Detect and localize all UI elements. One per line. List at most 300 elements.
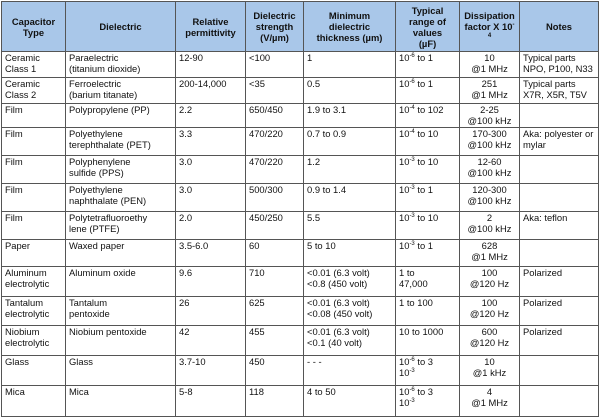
thickness-line: <0.8 (450 volt) xyxy=(307,278,368,290)
header-row xyxy=(2,2,599,52)
cell-dissipation-factor xyxy=(460,212,520,240)
range-exponent: -3 xyxy=(409,241,415,248)
dielectric-line: Polyphenylene xyxy=(69,156,131,168)
cell-dielectric xyxy=(66,355,176,385)
strength-value: <100 xyxy=(249,52,271,63)
table-row xyxy=(2,156,599,184)
dielectric-line: naphthalate (PEN) xyxy=(69,195,147,207)
cell-notes xyxy=(520,212,599,240)
range-exponent: -3 xyxy=(409,367,415,374)
cell-notes xyxy=(520,156,599,184)
dissipation-line: @100 kHz xyxy=(467,139,512,151)
cell-notes xyxy=(520,326,599,355)
strength-value: 118 xyxy=(249,385,264,397)
range-line xyxy=(399,156,456,167)
range-exponent: -6 xyxy=(409,78,415,85)
range-base: 10 xyxy=(399,103,410,115)
strength-value: 455 xyxy=(249,326,265,338)
dissipation-line: 600 xyxy=(481,326,498,338)
cell-relative-permittivity xyxy=(176,326,246,355)
range-exponent: -6 xyxy=(409,386,415,393)
dissipation-line: 4 xyxy=(486,385,493,397)
cell-dissipation-factor xyxy=(460,326,520,355)
range-tail: to 10 xyxy=(414,128,439,140)
cell-dielectric xyxy=(66,297,176,326)
cell-min-thickness xyxy=(304,297,396,326)
dissipation-line: 251 xyxy=(481,77,498,89)
dissipation-line: @1 kHz xyxy=(472,366,507,378)
range-base: 10 xyxy=(399,396,410,408)
table-row xyxy=(2,103,599,128)
cell-dielectric xyxy=(66,212,176,240)
header-dielectric-strength-line: strength xyxy=(255,21,294,32)
header-dissipation-exponent: -4 xyxy=(487,21,515,39)
cell-dielectric xyxy=(66,326,176,355)
cell-typical-range xyxy=(396,240,460,267)
cell-capacitor-type xyxy=(2,355,66,385)
table-row xyxy=(2,128,599,156)
thickness-line: 4 to 50 xyxy=(307,385,336,397)
cell-dielectric-strength xyxy=(246,52,304,78)
cell-dielectric-strength xyxy=(246,267,304,297)
cell-notes xyxy=(520,267,599,297)
cell-relative-permittivity xyxy=(176,240,246,267)
cell-dissipation-factor xyxy=(460,156,520,184)
range-line xyxy=(399,367,456,378)
range-exponent: -6 xyxy=(409,52,415,59)
range-exponent: -3 xyxy=(409,397,415,404)
header-dielectric-text: Dielectric xyxy=(99,21,142,32)
header-typical-range-line: (µF) xyxy=(418,37,437,49)
range-base: 10 xyxy=(399,355,410,367)
range-exponent: -6 xyxy=(409,356,415,363)
cell-relative-permittivity xyxy=(176,297,246,326)
range-exponent: -4 xyxy=(409,129,415,136)
cell-capacitor-type xyxy=(2,128,66,156)
thickness-line: 1.9 to 3.1 xyxy=(307,103,347,115)
cell-min-thickness xyxy=(304,326,396,355)
cell-min-thickness xyxy=(304,128,396,156)
cell-relative-permittivity xyxy=(176,385,246,416)
cell-relative-permittivity xyxy=(176,184,246,212)
cell-dissipation-factor xyxy=(460,297,520,326)
permittivity-value: 2.0 xyxy=(179,212,193,224)
cell-capacitor-type xyxy=(2,52,66,78)
header-min-thickness-line: thickness (µm) xyxy=(316,32,383,43)
cell-dielectric-strength xyxy=(246,212,304,240)
type-line: Film xyxy=(5,103,23,115)
range-tail: to 1 xyxy=(414,77,434,89)
range-tail: 47,000 xyxy=(399,278,428,290)
cell-dissipation-factor xyxy=(460,184,520,212)
notes-line: Polarized xyxy=(523,267,563,279)
type-line: Film xyxy=(5,184,23,196)
dissipation-line: 2 xyxy=(486,212,493,224)
table-row xyxy=(2,240,599,267)
permittivity-value: 9.6 xyxy=(179,267,193,279)
type-line: Glass xyxy=(5,355,29,367)
dielectric-line: pentoxide xyxy=(69,308,110,320)
cell-dielectric-strength xyxy=(246,184,304,212)
dielectric-line: Polyethylene xyxy=(69,184,123,196)
strength-value: 450/250 xyxy=(249,212,283,224)
notes-line: Aka: polyester or xyxy=(523,128,594,140)
dissipation-line: 12-60 xyxy=(477,156,502,168)
cell-dielectric-strength xyxy=(246,385,304,416)
cell-min-thickness xyxy=(304,77,396,103)
cell-capacitor-type xyxy=(2,156,66,184)
dissipation-line: @100 kHz xyxy=(467,114,512,126)
header-dissipation-tail: factor X 10 xyxy=(464,21,513,32)
cell-dielectric-strength xyxy=(246,77,304,103)
dissipation-line: @100 kHz xyxy=(467,195,512,207)
range-base: 10 xyxy=(399,184,410,196)
dissipation-line: 100 xyxy=(481,267,498,279)
cell-capacitor-type xyxy=(2,267,66,297)
type-line: Niobium xyxy=(5,326,40,338)
header-min-thickness xyxy=(304,2,396,52)
cell-min-thickness xyxy=(304,355,396,385)
dissipation-line: 170-300 xyxy=(472,128,507,140)
header-dielectric-strength-line: Dielectric xyxy=(253,10,296,21)
permittivity-value: 200-14,000 xyxy=(179,77,227,89)
strength-value: <35 xyxy=(249,77,265,89)
strength-value: 60 xyxy=(249,240,260,252)
dielectric-line: Polypropylene (PP) xyxy=(69,103,150,115)
cell-notes xyxy=(520,184,599,212)
range-tail: to 3 xyxy=(414,355,434,367)
cell-notes xyxy=(520,103,599,128)
table-row xyxy=(2,212,599,240)
type-line: Paper xyxy=(5,240,31,252)
range-base: 10 xyxy=(399,385,410,397)
thickness-line: 5 to 10 xyxy=(307,240,336,252)
range-line xyxy=(399,386,456,397)
range-base: 10 xyxy=(399,77,410,89)
thickness-line: 5.5 xyxy=(307,212,321,224)
notes-line: Typical parts xyxy=(523,52,576,63)
permittivity-value: 2.2 xyxy=(179,103,193,115)
range-line xyxy=(399,212,456,223)
strength-value: 450 xyxy=(249,355,265,367)
header-dissipation-line: Dissipation xyxy=(464,10,515,21)
thickness-line: - - - xyxy=(307,355,322,367)
cell-capacitor-type xyxy=(2,240,66,267)
strength-value: 470/220 xyxy=(249,156,283,168)
dissipation-line: @100 kHz xyxy=(467,167,512,179)
cell-relative-permittivity xyxy=(176,77,246,103)
range-line xyxy=(399,267,456,278)
range-line xyxy=(399,397,456,408)
header-dielectric-strength-line: (V/µm) xyxy=(260,32,289,43)
type-line: Class 2 xyxy=(5,88,37,100)
cell-capacitor-type xyxy=(2,326,66,355)
cell-notes xyxy=(520,77,599,103)
cell-dielectric-strength xyxy=(246,128,304,156)
dissipation-line: @1 MHz xyxy=(471,63,508,74)
cell-relative-permittivity xyxy=(176,355,246,385)
type-line: Ceramic xyxy=(5,77,40,89)
type-line: electrolytic xyxy=(5,278,50,290)
cell-dielectric xyxy=(66,103,176,128)
cell-typical-range xyxy=(396,212,460,240)
header-dissipation-line xyxy=(463,21,516,43)
range-tail: to 1 xyxy=(414,52,434,63)
dissipation-line: @1 MHz xyxy=(471,88,508,100)
type-line: Film xyxy=(5,128,23,140)
range-line xyxy=(399,184,456,195)
dissipation-line: 10 xyxy=(484,355,495,367)
cell-typical-range xyxy=(396,103,460,128)
permittivity-value: 26 xyxy=(179,297,190,309)
table-row xyxy=(2,385,599,416)
cell-relative-permittivity xyxy=(176,267,246,297)
cell-typical-range xyxy=(396,267,460,297)
range-base: 10 xyxy=(399,212,410,224)
table-row xyxy=(2,267,599,297)
header-capacitor-type xyxy=(2,2,66,52)
cell-capacitor-type xyxy=(2,385,66,416)
dissipation-line: 10 xyxy=(484,52,495,63)
strength-value: 500/300 xyxy=(249,184,283,196)
cell-capacitor-type xyxy=(2,297,66,326)
permittivity-value: 3.7-10 xyxy=(179,355,206,367)
dielectric-line: Paraelectric xyxy=(69,52,119,63)
type-line: Film xyxy=(5,212,23,224)
table-row xyxy=(2,52,599,78)
dielectric-line: Glass xyxy=(69,355,93,367)
thickness-line: <0.01 (6.3 volt) xyxy=(307,326,370,338)
thickness-line: 0.7 to 0.9 xyxy=(307,128,347,140)
header-relative-permittivity-line: permittivity xyxy=(185,26,236,38)
cell-dissipation-factor xyxy=(460,52,520,78)
type-line: Mica xyxy=(5,385,25,397)
thickness-line: 1 xyxy=(307,52,313,63)
range-line xyxy=(399,278,456,289)
cell-dielectric xyxy=(66,77,176,103)
range-tail: 1 to xyxy=(399,267,415,279)
cell-min-thickness xyxy=(304,267,396,297)
cell-dissipation-factor xyxy=(460,128,520,156)
cell-dielectric-strength xyxy=(246,326,304,355)
cell-dielectric xyxy=(66,267,176,297)
range-exponent: -3 xyxy=(409,185,415,192)
range-base: 10 xyxy=(399,366,410,378)
notes-line: X7R, X5R, T5V xyxy=(523,88,587,100)
range-line xyxy=(399,78,456,89)
dissipation-line: 2-25 xyxy=(480,103,499,115)
dielectric-line: Aluminum oxide xyxy=(69,267,136,279)
cell-dissipation-factor xyxy=(460,240,520,267)
cell-dielectric xyxy=(66,184,176,212)
dielectric-line: Polytetrafluoroethy xyxy=(69,212,148,224)
dielectric-line: (barium titanate) xyxy=(69,88,138,100)
notes-line: Polarized xyxy=(523,326,563,338)
cell-min-thickness xyxy=(304,184,396,212)
cell-dissipation-factor xyxy=(460,103,520,128)
cell-typical-range xyxy=(396,77,460,103)
range-tail: to 10 xyxy=(414,156,439,168)
dissipation-line: 120-300 xyxy=(472,184,507,196)
range-exponent: -3 xyxy=(409,157,415,164)
table-row xyxy=(2,184,599,212)
dissipation-line: @120 Hz xyxy=(469,278,510,290)
cell-dielectric-strength xyxy=(246,297,304,326)
range-base: 10 xyxy=(399,240,410,252)
cell-dielectric xyxy=(66,156,176,184)
notes-line: Typical parts xyxy=(523,77,576,89)
type-line: Aluminum xyxy=(5,267,47,279)
dielectric-line: terephthalate (PET) xyxy=(69,139,151,151)
permittivity-value: 12-90 xyxy=(179,52,203,63)
cell-notes xyxy=(520,385,599,416)
cell-min-thickness xyxy=(304,240,396,267)
cell-typical-range xyxy=(396,184,460,212)
type-line: Tantalum xyxy=(5,297,44,309)
capacitor-comparison-table xyxy=(1,1,599,417)
cell-min-thickness xyxy=(304,212,396,240)
cell-min-thickness xyxy=(304,156,396,184)
range-line xyxy=(399,128,456,139)
cell-dissipation-factor xyxy=(460,355,520,385)
cell-relative-permittivity xyxy=(176,103,246,128)
cell-dielectric-strength xyxy=(246,240,304,267)
header-capacitor-type-line: Capacitor xyxy=(11,15,56,27)
cell-min-thickness xyxy=(304,52,396,78)
header-dielectric xyxy=(66,2,176,52)
table-row xyxy=(2,326,599,355)
permittivity-value: 3.3 xyxy=(179,128,193,140)
range-tail: to 1 xyxy=(414,184,434,196)
thickness-line: <0.1 (40 volt) xyxy=(307,337,362,349)
dissipation-line: @120 Hz xyxy=(469,308,510,320)
permittivity-value: 3.5-6.0 xyxy=(179,240,209,252)
cell-dissipation-factor xyxy=(460,385,520,416)
header-capacitor-type-line: Type xyxy=(22,26,45,38)
strength-value: 710 xyxy=(249,267,265,279)
dielectric-line: Tantalum xyxy=(69,297,108,309)
dielectric-line: Mica xyxy=(69,385,89,397)
range-line xyxy=(399,52,456,63)
header-typical-range xyxy=(396,2,460,52)
cell-typical-range xyxy=(396,128,460,156)
range-line xyxy=(399,104,456,115)
type-line: electrolytic xyxy=(5,337,50,349)
range-base: 10 xyxy=(399,52,410,63)
range-line xyxy=(399,240,456,251)
notes-line: Polarized xyxy=(523,297,563,309)
cell-capacitor-type xyxy=(2,212,66,240)
dissipation-line: @1 MHz xyxy=(471,251,508,263)
thickness-line: 0.9 to 1.4 xyxy=(307,184,347,196)
cell-capacitor-type xyxy=(2,77,66,103)
notes-line: NPO, P100, N33 xyxy=(523,63,593,74)
table-row xyxy=(2,77,599,103)
cell-notes xyxy=(520,52,599,78)
range-line xyxy=(399,326,456,337)
thickness-line: 0.5 xyxy=(307,77,321,89)
cell-min-thickness xyxy=(304,385,396,416)
cell-typical-range xyxy=(396,385,460,416)
thickness-line: <0.08 (450 volt) xyxy=(307,308,373,320)
table-body xyxy=(2,52,599,417)
cell-dielectric xyxy=(66,385,176,416)
range-tail: 1 to 100 xyxy=(399,297,433,309)
permittivity-value: 5-8 xyxy=(179,385,193,397)
dielectric-line: Waxed paper xyxy=(69,240,125,252)
dissipation-line: @120 Hz xyxy=(469,337,510,349)
range-exponent: -4 xyxy=(409,104,415,111)
strength-value: 470/220 xyxy=(249,128,283,140)
dissipation-line: 100 xyxy=(481,297,498,309)
cell-dielectric-strength xyxy=(246,103,304,128)
cell-typical-range xyxy=(396,297,460,326)
header-min-thickness-line: dielectric xyxy=(328,21,371,32)
cell-notes xyxy=(520,355,599,385)
range-base: 10 xyxy=(399,128,410,140)
thickness-line: <0.01 (6.3 volt) xyxy=(307,267,370,279)
cell-dielectric xyxy=(66,128,176,156)
cell-dielectric-strength xyxy=(246,355,304,385)
cell-typical-range xyxy=(396,156,460,184)
notes-line: Aka: teflon xyxy=(523,212,568,224)
header-relative-permittivity-line: Relative xyxy=(192,15,229,27)
range-tail: to 1 xyxy=(414,240,434,252)
range-tail: to 3 xyxy=(414,385,434,397)
cell-relative-permittivity xyxy=(176,128,246,156)
cell-typical-range xyxy=(396,355,460,385)
cell-relative-permittivity xyxy=(176,52,246,78)
range-tail: 10 to 1000 xyxy=(399,326,444,338)
range-line xyxy=(399,297,456,308)
permittivity-value: 42 xyxy=(179,326,190,338)
dielectric-line: Polyethylene xyxy=(69,128,123,140)
header-typical-range-line: range of xyxy=(409,15,446,27)
header-dielectric-strength xyxy=(246,2,304,52)
cell-typical-range xyxy=(396,52,460,78)
cell-dissipation-factor xyxy=(460,77,520,103)
header-notes xyxy=(520,2,599,52)
range-line xyxy=(399,356,456,367)
table-row xyxy=(2,355,599,385)
cell-notes xyxy=(520,297,599,326)
cell-notes xyxy=(520,240,599,267)
strength-value: 625 xyxy=(249,297,265,309)
dielectric-line: (titanium dioxide) xyxy=(69,63,141,74)
cell-relative-permittivity xyxy=(176,212,246,240)
cell-capacitor-type xyxy=(2,103,66,128)
range-tail: to 102 xyxy=(414,103,444,115)
cell-notes xyxy=(520,128,599,156)
dielectric-line: Niobium pentoxide xyxy=(69,326,147,338)
dissipation-line: @1 MHz xyxy=(471,396,508,408)
range-exponent: -3 xyxy=(409,213,415,220)
cell-dielectric xyxy=(66,240,176,267)
cell-dielectric-strength xyxy=(246,156,304,184)
range-tail: to 10 xyxy=(414,212,439,224)
thickness-line: <0.01 (6.3 volt) xyxy=(307,297,370,309)
cell-dielectric xyxy=(66,52,176,78)
dielectric-line: lene (PTFE) xyxy=(69,223,120,235)
header-typical-range-line: Typical xyxy=(411,4,444,16)
cell-dissipation-factor xyxy=(460,267,520,297)
permittivity-value: 3.0 xyxy=(179,184,193,196)
type-line: Class 1 xyxy=(5,63,37,74)
dielectric-line: sulfide (PPS) xyxy=(69,167,124,179)
range-base: 10 xyxy=(399,156,410,168)
cell-relative-permittivity xyxy=(176,156,246,184)
cell-min-thickness xyxy=(304,103,396,128)
